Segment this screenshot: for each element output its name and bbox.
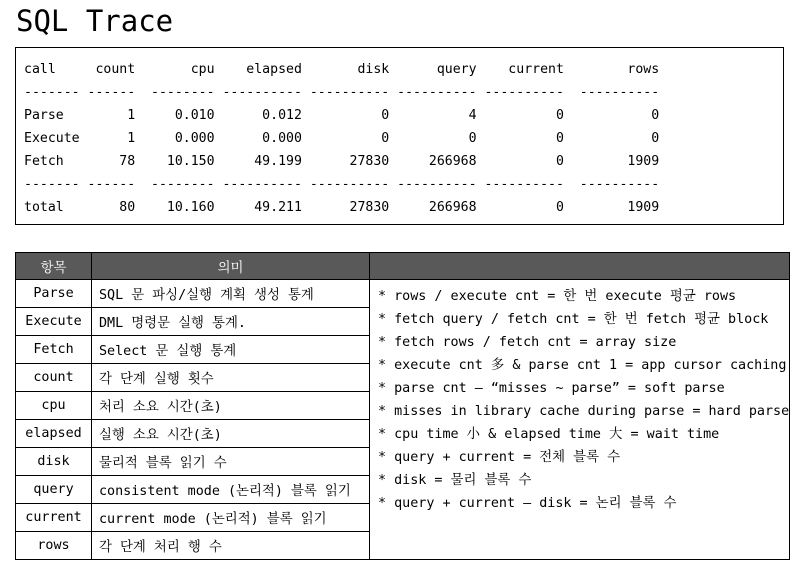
note-line: * query + current = 전체 블록 수 [378, 450, 621, 465]
page-title: SQL Trace [16, 4, 174, 38]
trace-separator-line: ------- ------ -------- ---------- ---------- ---------- ---------- ---------- [24, 85, 660, 100]
trace-separator-line: ------- ------ -------- ---------- ---------- ---------- ---------- ---------- [24, 177, 660, 192]
legend-meaning: DML 명령문 실행 통계. [92, 308, 370, 336]
legend-meaning: current mode (논리적) 블록 읽기 [92, 504, 370, 532]
legend-item: cpu [16, 392, 92, 420]
legend-meaning: 각 단계 처리 행 수 [92, 532, 370, 560]
notes-cell [370, 280, 790, 560]
legend-meaning: consistent mode (논리적) 블록 읽기 [92, 476, 370, 504]
sql-trace-output [24, 58, 659, 219]
legend-item: rows [16, 532, 92, 560]
note-line: * fetch rows / fetch cnt = array size [378, 335, 677, 350]
sql-trace-output-box [15, 47, 784, 225]
legend-meaning: Select 문 실행 통계 [92, 336, 370, 364]
note-line: * cpu time 小 & elapsed time 大 = wait time [378, 427, 720, 442]
legend-meaning: SQL 문 파싱/실행 계획 생성 통계 [92, 280, 370, 308]
legend-header-row [16, 253, 790, 280]
legend-meaning: 각 단계 실행 횟수 [92, 364, 370, 392]
legend-table [15, 252, 790, 560]
note-line: * fetch query / fetch cnt = 한 번 fetch 평균 block [378, 312, 769, 327]
legend-meaning: 처리 소요 시간(초) [92, 392, 370, 420]
legend-meaning: 물리적 블록 읽기 수 [92, 448, 370, 476]
legend-item: disk [16, 448, 92, 476]
notes-header [370, 253, 790, 280]
legend-item: Parse [16, 280, 92, 308]
legend-meaning: 실행 소요 시간(초) [92, 420, 370, 448]
trace-row-total: total 80 10.160 49.211 27830 266968 0 1909 [24, 200, 660, 215]
note-line: * parse cnt – “misses ~ parse” = soft parse [378, 381, 725, 396]
legend-item: elapsed [16, 420, 92, 448]
legend-item: Execute [16, 308, 92, 336]
legend-item: query [16, 476, 92, 504]
trace-header-line: call count cpu elapsed disk query current rows [24, 62, 660, 77]
note-line: * query + current – disk = 논리 블록 수 [378, 496, 677, 511]
legend-header-meaning: 의미 [92, 253, 370, 280]
legend-item: Fetch [16, 336, 92, 364]
note-line: * disk = 물리 블록 수 [378, 473, 532, 488]
trace-row-execute: Execute 1 0.000 0.000 0 0 0 0 [24, 131, 660, 146]
trace-row-fetch: Fetch 78 10.150 49.199 27830 266968 0 1909 [24, 154, 660, 169]
legend-item: count [16, 364, 92, 392]
legend-header-item: 항목 [16, 253, 92, 280]
legend-item: current [16, 504, 92, 532]
note-line: * misses in library cache during parse = hard parse [378, 404, 790, 419]
legend-row [16, 280, 790, 308]
note-line: * execute cnt 多 & parse cnt 1 = app cursor caching [378, 358, 787, 373]
note-line: * rows / execute cnt = 한 번 execute 평균 rows [378, 289, 737, 304]
trace-row-parse: Parse 1 0.010 0.012 0 4 0 0 [24, 108, 660, 123]
